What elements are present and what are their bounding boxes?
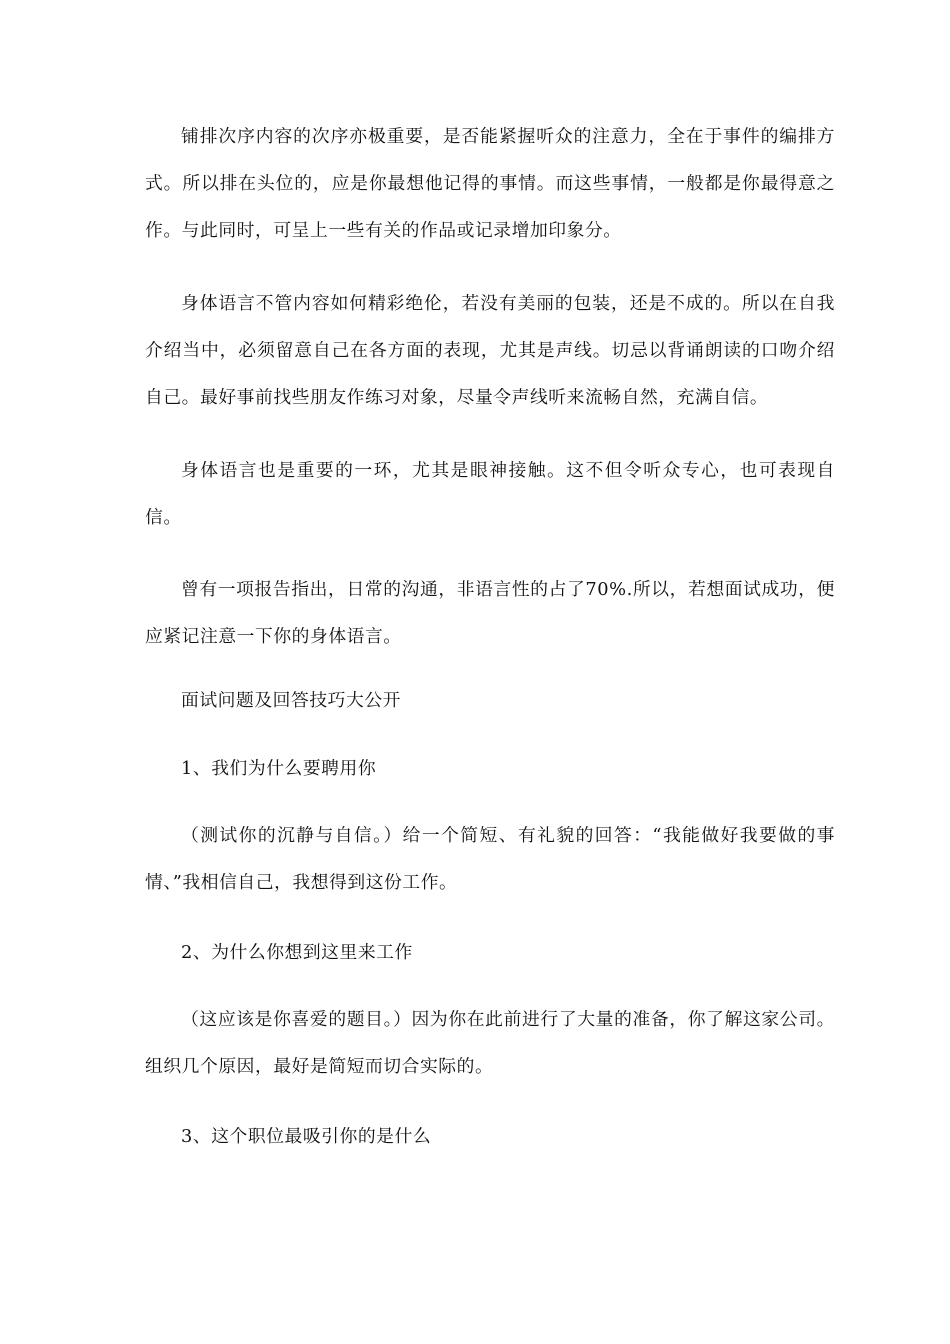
paragraph-eye-contact: 身体语言也是重要的一环，尤其是眼神接触。这不但令听众专心，也可表现自信。 bbox=[145, 460, 835, 528]
question-1: 1、我们为什么要聘用你 bbox=[181, 758, 377, 779]
section-heading-interview-questions: 面试问题及回答技巧大公开 bbox=[181, 690, 401, 711]
paragraph-ordering: 铺排次序内容的次序亦极重要，是否能紧握听众的注意力，全在于事件的编排方式。所以排在头位的，应是你最想他记得的事情。而这些事情，一般都是你最得意之作。与此同时，可呈上一些有关的作品或记录增加印象分。 bbox=[145, 126, 835, 241]
answer-1: （测试你的沉静与自信。）给一个简短、有礼貌的回答：“我能做好我要做的事情、”我相信自己，我想得到这份工作。 bbox=[145, 825, 835, 893]
paragraph-nonverbal-statistic: 曾有一项报告指出，日常的沟通，非语言性的占了70%.所以，若想面试成功，便应紧记注意一下你的身体语言。 bbox=[145, 579, 835, 647]
paragraph-body-language-voice: 身体语言不管内容如何精彩绝伦，若没有美丽的包装，还是不成的。所以在自我介绍当中，必须留意自己在各方面的表现，尤其是声线。切忌以背诵朗读的口吻介绍自己。最好事前找些朋友作练习对象，尽量令声线听来流畅自然，充满自信。 bbox=[145, 293, 835, 408]
answer-2: （这应该是你喜爱的题目。）因为你在此前进行了大量的准备，你了解这家公司。组织几个原因，最好是简短而切合实际的。 bbox=[145, 1009, 835, 1077]
question-3: 3、这个职位最吸引你的是什么 bbox=[181, 1126, 432, 1147]
question-2: 2、为什么你想到这里来工作 bbox=[181, 942, 413, 963]
